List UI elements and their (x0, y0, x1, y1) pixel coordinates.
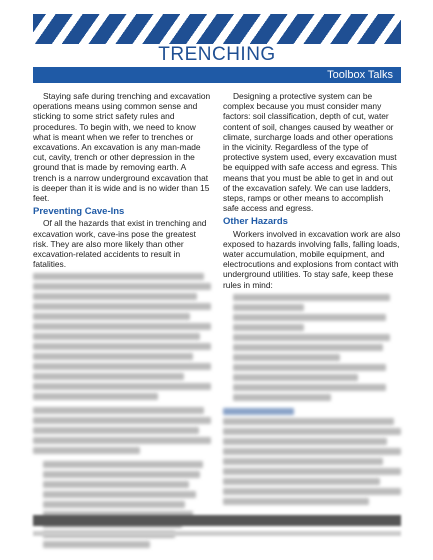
intro-paragraph: Staying safe during trenching and excavation operations means using common sense and sticking to some strict safety rules and procedures. To begin with, we need to know what is meant when we refer to trenches or excavations. An excavation is any man-made cut, cavity, trench or other depression in the ground that is made by removing earth. A trench is a narrow underground excavation that is deeper than it is wide and is no wider than 15 feet. (33, 91, 211, 204)
other-hazards-heading: Other Hazards (223, 216, 288, 228)
left-column (33, 91, 211, 551)
cave-ins-paragraph: Of all the hazards that exist in trenching and excavation work, cave-ins pose the greatest risk. They are also more likely than other excavation-related accidents to result in fatalities. (33, 218, 207, 270)
subtitle-bar (33, 67, 401, 83)
right-column (223, 91, 401, 508)
footer-bar (33, 515, 401, 526)
subtitle-text: Toolbox Talks (327, 69, 393, 81)
header-stripe-band (33, 14, 401, 44)
blurred-content-right (223, 294, 401, 505)
design-paragraph: Designing a protective system can be complex because you must consider many factors: soil classification, depth of cut, water content of soil, changes caused by weather or climate, surcharge loads and other operations in the vicinity. Regardless of the type of protective system used, every excavation must be equipped with safe access and egress. This means that you must be able to get in and out of the excavation safely. We can use ladders, steps, ramps or other means to accomplish safe access and egress. (223, 91, 397, 214)
page-title: TRENCHING (158, 44, 276, 65)
cave-ins-heading: Preventing Cave-Ins (33, 206, 125, 218)
blurred-content-left (33, 273, 211, 548)
other-hazards-paragraph: Workers involved in excavation work are also exposed to hazards involving falls, falling loads, water accumulation, mobile equipment, and electrocutions and explosions from contact with underground utilities. To stay safe, keep these rules in mind: (223, 228, 401, 290)
footer-fineprint (33, 531, 401, 536)
